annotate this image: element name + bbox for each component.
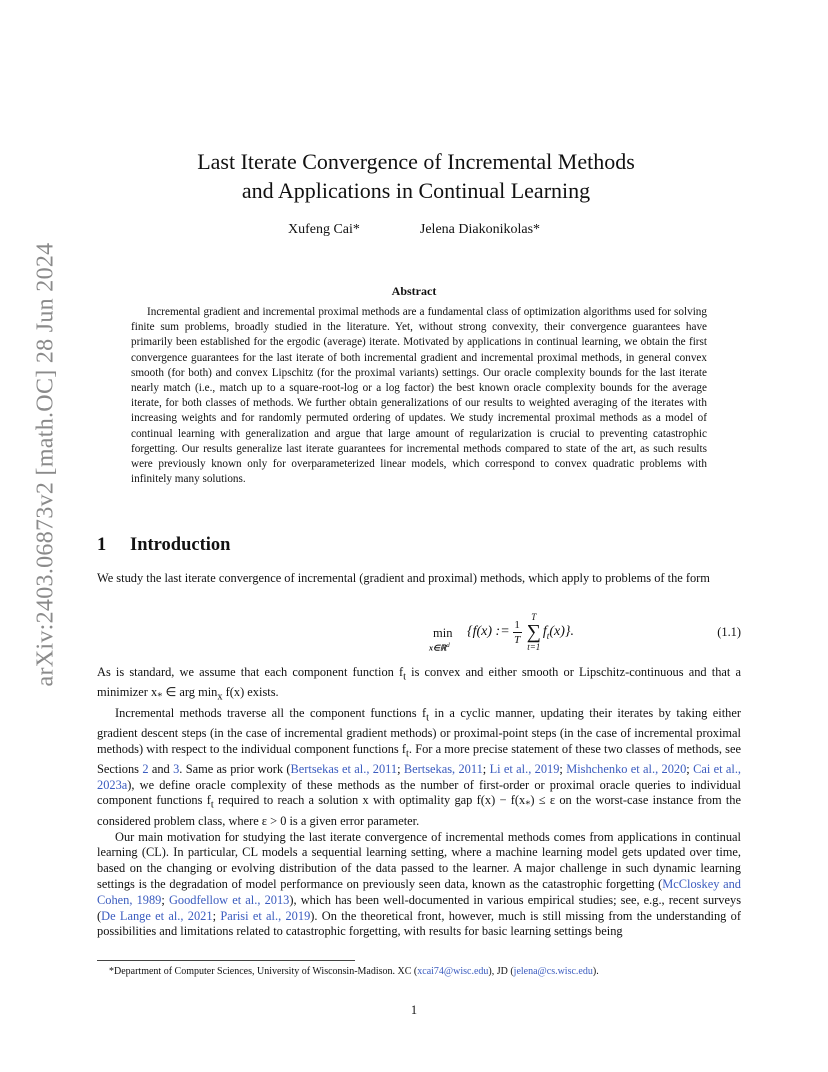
abstract-text: Incremental gradient and incremental proximal methods are a fundamental class of optimization algorithms used for solving finite sum problems, broadly studied in the literature. Yet, without strong convexity, their convergence guarantees have primarily been established for the ergodic (average) iterate. Motivated by applications in continual learning, we obtain the first convergence guarantees for the last iterate of both incremental gradient and incremental proximal methods, in general convex smooth (for both) and convex Lipschitz (for the proximal variants) settings. Our oracle complexity bounds for the last iterate nearly match (i.e., match up to a square-root-log or a log factor) the best known oracle complexity bounds for the average iterate, for both classes of methods. We further obtain generalizations of our results to weighted averaging of the iterates with increasing weights and for randomly permuted ordering of updates. We study incremental proximal methods as a model of continual learning with generalization and argue that large amount of regularization is crucial to preventing catastrophic forgetting. Our results generalize last iterate guarantees for incremental methods compared to state of the art, as such results were previously known only for overparameterized linear models, which correspond to convex quadratic problems with infinitely many solutions.: [131, 306, 707, 486]
eq-min-operator: min: [433, 626, 453, 640]
intro-body: [97, 665, 741, 940]
author-1: Xufeng Cai*: [287, 222, 360, 237]
citation-link[interactable]: De Lange et al., 2021: [101, 908, 213, 923]
email-link-jd[interactable]: jelena@cs.wisc.edu: [513, 966, 593, 977]
ref-section-3[interactable]: 3: [173, 761, 180, 776]
title-line-1: Last Iterate Convergence of Incremental Methods: [197, 149, 635, 174]
title-line-2: and Applications in Continual Learning: [241, 178, 591, 203]
equation-number: (1.1): [717, 625, 741, 639]
paper-title: [100, 147, 732, 205]
intro-paragraph-1: We study the last iterate convergence of incremental (gradient and proximal) methods, which apply to problems of the form: [97, 571, 710, 585]
citation-link[interactable]: Parisi et al., 2019: [220, 908, 311, 923]
eq-summation: T ∑ t=1: [526, 612, 541, 652]
paragraph-assumption: As is standard, we assume that each component function $f_t$ is convex and either smooth or Lipschitz-continuous and that a minimizer $x_*$ ∈ arg $\min_x f(x)$ exists.: [97, 665, 741, 703]
eq-rhs: $f_t(x)$}.: [542, 623, 574, 641]
citation-link[interactable]: Mishchenko et al., 2020: [566, 761, 687, 776]
section-heading: [97, 535, 230, 556]
citation-link[interactable]: Bertsekas et al., 2011: [290, 761, 398, 776]
footnote: *Department of Computer Sciences, University of Wisconsin-Madison. XC (xcai74@wisc.edu), JD (jelena@cs.wisc.edu).: [109, 966, 599, 977]
paragraph-motivation: Our main motivation for studying the last iterate convergence of incremental methods comes from applications in continual learning (CL). In particular, CL models a sequential learning setting, where a machine learning model gets updated over time, based on the changing or evolving distribution of the data passed to the learner. A major challenge in such dynamic learning settings is the degradation of model performance on previously seen data, known as the catastrophic forgetting (McCloskey and Cohen, 1989; Goodfellow et al., 2013), which has been well-documented in various empirical studies; see, e.g., recent surveys (De Lange et al., 2021; Parisi et al., 2019). On the theoretical front, however, much is still missing from the understanding of possibilities and limitations related to catastrophic forgetting, with results for basic learning settings being: [97, 829, 742, 939]
citation-link[interactable]: Li et al., 2019: [489, 761, 560, 776]
citation-link[interactable]: Bertsekas, 2011: [403, 761, 483, 776]
citation-link[interactable]: Cai et al., 2023a: [97, 761, 742, 792]
section-number: 1: [97, 535, 107, 555]
page-number: 1: [410, 1003, 418, 1017]
author-2: Jelena Diakonikolas*: [419, 222, 541, 237]
eq-min-subscript: x∈ℝ$^d$: [429, 642, 450, 653]
citation-link[interactable]: McCloskey and Cohen, 1989: [97, 876, 741, 907]
footnote-rule: [97, 960, 355, 961]
equation-1-1: [97, 606, 741, 660]
email-link-xc[interactable]: xcai74@wisc.edu: [417, 966, 489, 977]
citation-link[interactable]: Goodfellow et al., 2013: [168, 892, 290, 907]
eq-expression: [467, 612, 574, 652]
arxiv-identifier: arXiv:2403.06873v2 [math.OC] 28 Jun 2024: [32, 242, 59, 686]
section-title: Introduction: [130, 535, 231, 555]
eq-lhs: {f(x) :=: [467, 624, 510, 639]
equation-body: [429, 612, 613, 658]
eq-fraction: $\frac{1}{T}$: [514, 618, 521, 646]
paragraph-incremental-methods: Incremental methods traverse all the component functions $f_t$ in a cyclic manner, updating their iterates by taking either gradient descent steps (in the case of incremental gradient methods) or proximal-point steps (in the case of incremental proximal methods) with respect to the individual component functions $f_t$. For a more precise statement of these two classes of methods, see Sections 2 and 3. Same as prior work (Bertsekas et al., 2011; Bertsekas, 2011; Li et al., 2019; Mishchenko et al., 2020; Cai et al., 2023a), we define oracle complexity of these methods as the number of first-order or proximal oracle queries to individual component functions $f_t$ required to reach a solution x with optimality gap $f(x) - f(x_*) \le \varepsilon$ on the worst-case instance from the considered problem class, where ε > 0 is a given error parameter.: [97, 705, 742, 828]
ref-section-2[interactable]: 2: [142, 761, 149, 776]
abstract-heading: Abstract: [391, 284, 437, 298]
author-list: [0, 222, 828, 238]
